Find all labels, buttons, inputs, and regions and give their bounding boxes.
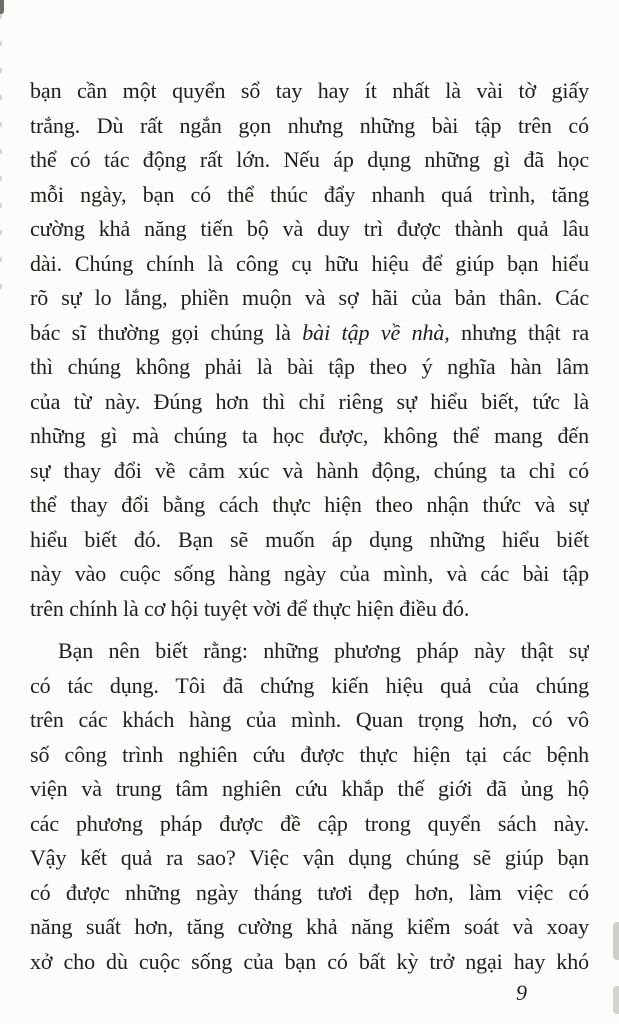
text-line [30, 703, 589, 738]
text-line [30, 945, 589, 980]
text-segment: trắng. Dù rất ngắn gọn nhưng những bài tập trên có [30, 112, 589, 138]
text-line [30, 910, 589, 945]
text-segment: Bạn nên biết rằng: những phương pháp này thật sự [58, 638, 589, 663]
italic-phrase: bài tập về nhà, [302, 319, 450, 345]
text-segment: những gì mà chúng ta học được, không thể mang đến [30, 423, 589, 448]
text-line [30, 523, 589, 558]
text-segment: này vào cuộc sống hàng ngày của mình, và các bài tập [30, 561, 589, 586]
text-line [30, 212, 589, 247]
text-line [30, 738, 589, 773]
text-segment: cường khả năng tiến bộ và duy trì được thành quả lâu [30, 216, 589, 241]
text-line [30, 669, 589, 704]
scan-artifact-right-edge [613, 986, 619, 1014]
scan-artifact-left-edge [0, 14, 2, 304]
text-segment: thể thay đổi bằng cách thực hiện theo nhận thức và sự [30, 492, 589, 517]
text-segment: bác sĩ thường gọi chúng là [30, 319, 303, 345]
text-line [30, 419, 589, 454]
text-line [30, 488, 589, 523]
paragraph [30, 634, 589, 979]
text-segment: thì chúng không phải là bài tập theo ý nghĩa hàn lâm [30, 354, 589, 379]
page-number: 9 [516, 980, 527, 1005]
text-line [30, 634, 589, 669]
text-line [30, 876, 589, 911]
text-segment: nhưng thật ra [449, 319, 589, 345]
text-block [30, 74, 589, 979]
paragraph [30, 74, 589, 626]
scan-artifact-corner [0, 0, 4, 14]
text-segment: của từ này. Đúng hơn thì chỉ riêng sự hiểu biết, tức là [30, 388, 589, 414]
text-segment: có được những ngày tháng tươi đẹp hơn, làm việc có [30, 879, 589, 905]
text-segment: sự thay đổi về cảm xúc và hành động, chúng ta chỉ có [30, 457, 589, 483]
text-line [30, 316, 589, 351]
text-line [30, 772, 589, 807]
text-line [30, 592, 589, 627]
text-line [30, 74, 589, 109]
text-line [30, 807, 589, 842]
text-segment: trên các khách hàng của mình. Quan trọng hơn, có vô [30, 707, 589, 732]
text-segment: dài. Chúng chính là công cụ hữu hiệu để giúp bạn hiểu [30, 250, 589, 276]
text-line [30, 247, 589, 282]
text-line [30, 350, 589, 385]
scan-artifact-right-edge [613, 922, 619, 960]
text-line [30, 385, 589, 420]
text-segment: năng suất hơn, tăng cường khả năng kiểm soát và xoay [30, 914, 589, 939]
text-line [30, 841, 589, 876]
text-line [30, 178, 589, 213]
text-segment: thể có tác động rất lớn. Nếu áp dụng những gì đã học [30, 147, 589, 172]
text-line [30, 109, 589, 144]
text-segment: rõ sự lo lắng, phiền muộn và sợ hãi của bản thân. Các [30, 285, 589, 310]
text-segment: có tác dụng. Tôi đã chứng kiến hiệu quả của chúng [30, 672, 589, 698]
text-segment: trên chính là cơ hội tuyệt vời để thực hiện điều đó. [30, 595, 470, 621]
text-segment: số công trình nghiên cứu được thực hiện tại các bệnh [30, 741, 589, 767]
text-segment: mỗi ngày, bạn có thể thúc đẩy nhanh quá trình, tăng [30, 181, 589, 207]
text-segment: các phương pháp được đề cập trong quyển sách này. [30, 810, 589, 836]
text-segment: xở cho dù cuộc sống của bạn có bất kỳ trở ngại hay khó [30, 948, 589, 974]
text-segment: hiểu biết đó. Bạn sẽ muốn áp dụng những hiểu biết [30, 526, 589, 552]
text-line [30, 143, 589, 178]
text-segment: viện và trung tâm nghiên cứu khắp thế giới đã ủng hộ [30, 776, 589, 801]
text-line [30, 281, 589, 316]
text-line [30, 557, 589, 592]
text-segment: bạn cần một quyển sổ tay hay ít nhất là vài tờ giấy [30, 78, 589, 103]
text-line [30, 454, 589, 489]
text-segment: Vậy kết quả ra sao? Việc vận dụng chúng sẽ giúp bạn [30, 845, 589, 870]
